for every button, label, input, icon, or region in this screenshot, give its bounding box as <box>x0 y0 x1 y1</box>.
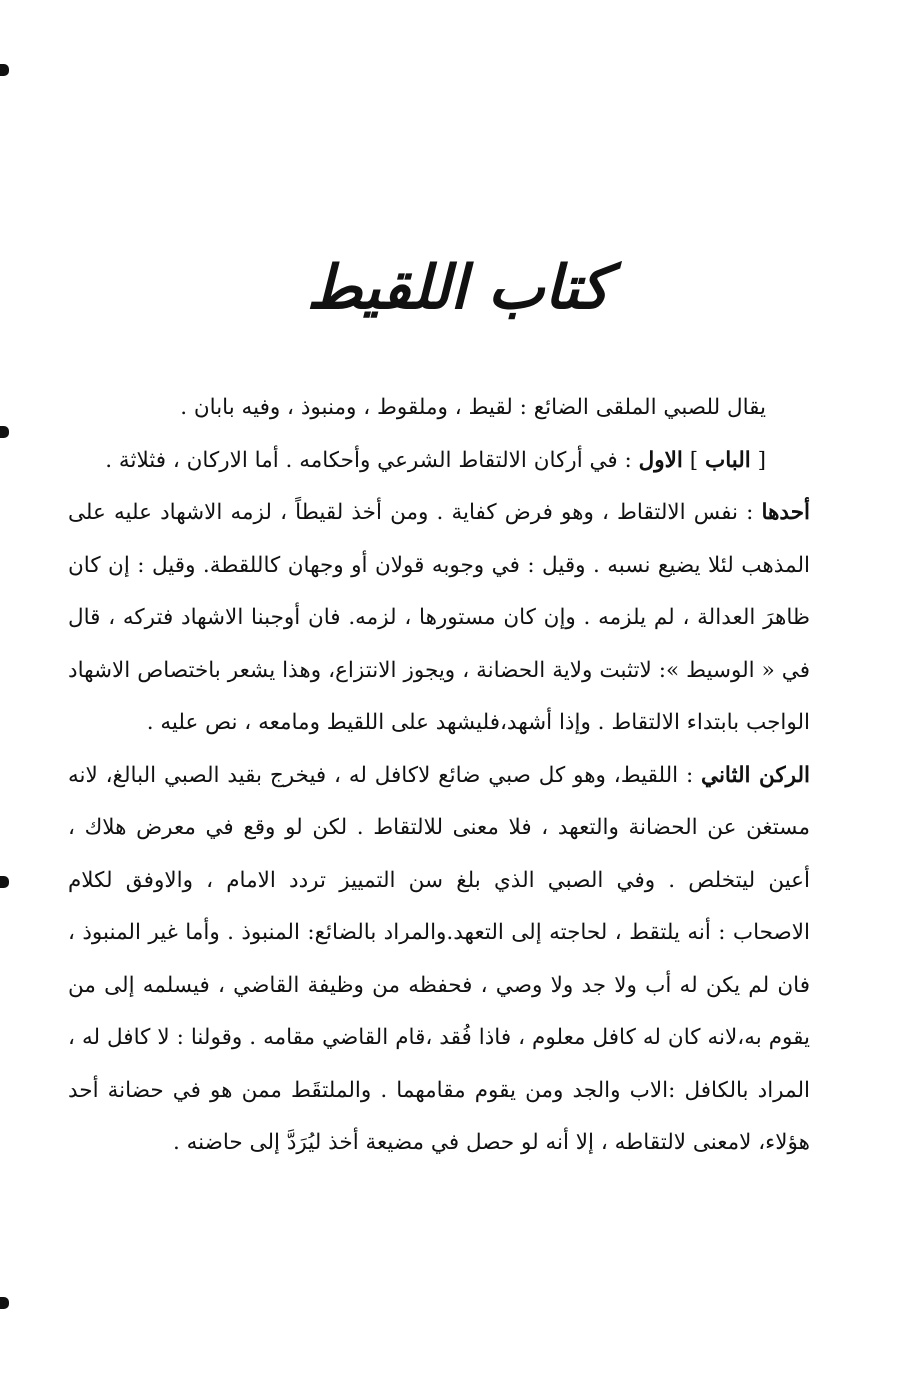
book-title: كتاب اللقيط <box>306 253 610 323</box>
margin-mark <box>0 64 9 76</box>
pillar-two-paragraph <box>68 750 810 1170</box>
pillar-one-text: : نفس الالتقاط ، وهو فرض كفاية . ومن أخذ لقيطاً ، لزمه الاشهاد عليه على المذهب لئلا يضيع نسبه . وقيل : في وجوبه قولان أو وجهان كاللقطة. وقيل : إن كان ظاهرَ العدالة ، لم يلزمه . وإن كان مستورها ، لزمه. فان أوجبنا الاشهاد فتركه ، قال في « الوسيط »: لاتثبت ولاية الحضانة ، ويجوز الانتزاع، وهذا يشعر باختصاص الاشهاد الواجب بابتداء الالتقاط . وإذا أشهد،فليشهد على اللقيط ومامعه ، نص عليه . <box>68 500 810 735</box>
chapter-heading: [ الباب ] الاول : في أركان الالتقاط الشرعي وأحكامه . أما الاركان ، فثلاثة . <box>105 447 766 473</box>
intro-paragraph: يقال للصبي الملقى الضائع : لقيط ، وملقوط ، ومنبوذ ، وفيه بابان . <box>180 395 766 420</box>
chapter-number: الاول <box>638 447 683 473</box>
chapter-text: : في أركان الالتقاط الشرعي وأحكامه . أما الاركان ، فثلاثة . <box>105 447 632 473</box>
chapter-label: الباب <box>704 447 751 473</box>
page-body <box>68 382 810 1170</box>
pillar-one-paragraph <box>68 487 810 750</box>
pillar-two-label: الركن الثاني <box>701 762 810 788</box>
pillar-two-text: : اللقيط، وهو كل صبي ضائع لاكافل له ، فيخرج بقيد الصبي البالغ، لانه مستغن عن الحضانة والتعهد ، فلا معنى للالتقاط . لكن لو وقع في معرض هلاك ، أعين ليتخلص . وفي الصبي الذي بلغ سن التمييز تردد الامام ، والاوفق لكلام الاصحاب : أنه يلتقط ، لحاجته إلى التعهد.والمراد بالضائع: المنبوذ . وأما غير المنبوذ ، فان لم يكن له أب ولا جد ولا وصي ، فحفظه من وظيفة القاضي ، فيسلمه إلى من يقوم به،لانه كان له كافل معلوم ، فاذا فُقد ،قام القاضي مقامه . وقولنا : لا كافل له ، المراد بالكافل :الاب والجد ومن يقوم مقامهما . والملتقَط ممن هو في حضانة أحد هؤلاء، لامعنى لالتقاطه ، إلا أنه لو حصل في مضيعة أخذ ليُرَدَّ إلى حاضنه . <box>68 762 810 1155</box>
margin-mark <box>0 876 9 888</box>
margin-mark <box>0 1297 9 1309</box>
margin-mark <box>0 426 9 438</box>
pillar-one-label: أحدها <box>761 500 810 525</box>
